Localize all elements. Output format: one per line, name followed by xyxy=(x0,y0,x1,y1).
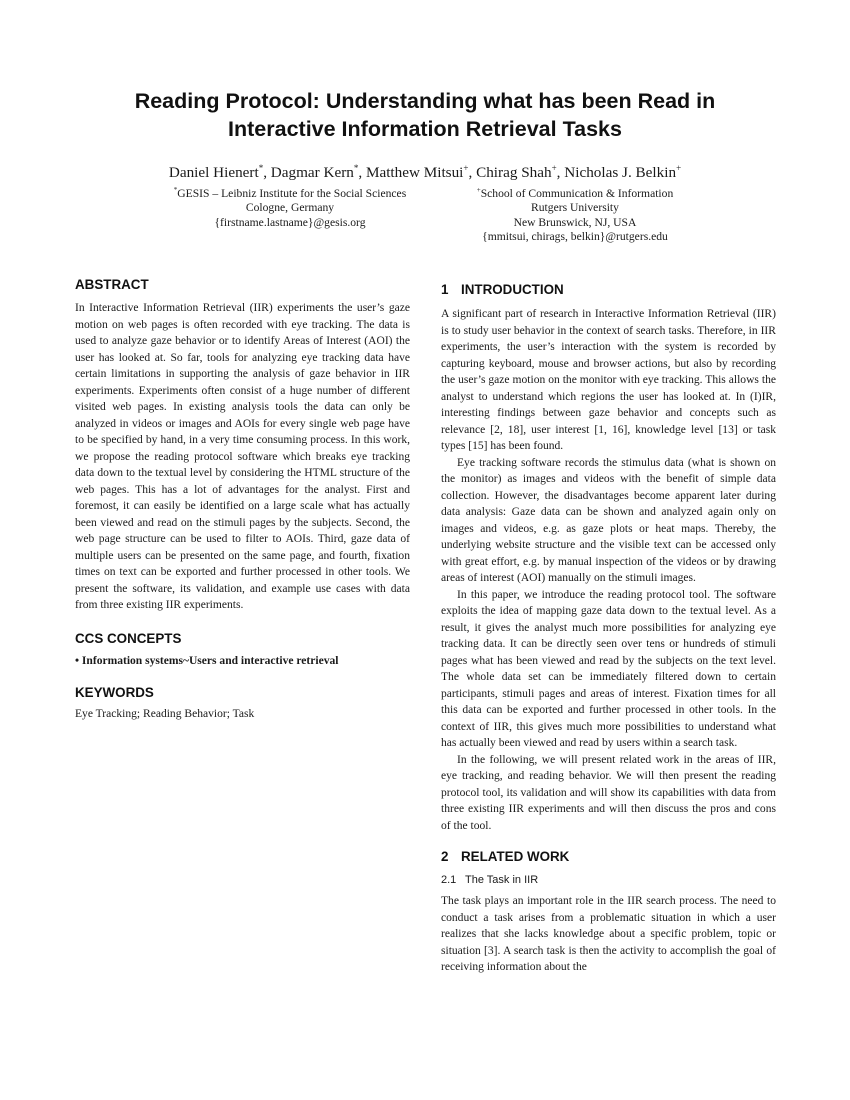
affiliation-gesis: *GESIS – Leibniz Institute for the Social Sciences Cologne, Germany {firstname.lastname}@gesis.org xyxy=(173,186,407,229)
author: Daniel Hienert*, xyxy=(168,163,271,182)
paper-title xyxy=(60,87,790,143)
affiliation-rutgers: +School of Communication & Information Rutgers University New Brunswick, NJ, USA {mmitsui, chirags, belkin}@rutgers.edu xyxy=(476,186,674,244)
author: Matthew Mitsui+, xyxy=(365,163,477,182)
author-list xyxy=(40,158,810,183)
ccs-item: • Information systems~Users and interactive retrieval xyxy=(75,654,339,667)
author: Chirag Shah+, xyxy=(476,163,565,182)
subsection-heading: 2.1 The Task in IIR xyxy=(441,874,539,886)
intro-paragraph: In this paper, we introduce the reading protocol tool. The software exploits the idea of mapping gaze data down to the textual level. As a result, it gives the analyst much more possibilities for analyzing eye tracking data. It can be directly seen over tens or hundreds of stimuli pages what has been viewed and read by the subjects on the text level. The whole data set can be immediately filtered down to certain participants, stimuli pages and areas of interest. Fixation times for all this data can be exported and further processed in other tools. In the context of IIR, this gives much more possibilities to understand what has actually been viewed and read by users within a search task. xyxy=(441,588,777,749)
intro-paragraph: In the following, we will present related work in the areas of IIR, eye tracking, and reading behavior. We will then present the reading protocol tool, its validation and will show its capabilities with data from three existing IIR experiments and will then discuss the pros and cons of the tool. xyxy=(441,753,777,832)
keywords-text: Eye Tracking; Reading Behavior; Task xyxy=(75,708,255,720)
author: Dagmar Kern*, xyxy=(270,163,366,182)
section-heading-introduction: 1 INTRODUCTION xyxy=(441,282,564,297)
related-work-paragraph: The task plays an important role in the IIR search process. The need to conduct a task arises from a problematic situation in which a user realizes that she lacks knowledge about a specific problem, topic or situation [3]. A search task is then the activity to accomplish the goal of receiving information about the xyxy=(441,895,777,973)
title-line-2: Interactive Information Retrieval Tasks xyxy=(228,117,622,141)
abstract-text: In Interactive Information Retrieval (IIR) experiments the user’s gaze motion on web pages is often recorded with eye tracking. The data is used to analyze gaze behavior or to identify Areas of Interest (AOI) the user has looked at. So far, tools for analyzing eye tracking data have certain limitations in supporting the analysis of gaze behavior in IIR experiments. Experiments often consist of a huge number of different visited web pages. In existing analysis tools the data can only be analyzed in videos or images and AOIs for every single web page have to be specified by hand, in a very time consuming process. In this work, we propose the reading protocol software which breaks eye tracking data down to the textual level by considering the HTML structure of the web pages. This has a lot of advantages for the analyst. First and foremost, it can easily be identified on a large scale what has actually been viewed and read on the stimuli pages by the subjects. Second, the web page structure can be used to filter to AOIs. Third, gaze data of multiple users can be presented on the same page, and fourth, fixation times on text can be exported and further processed in other tools. We present the software, its validation, and example use cases with data from three existing IIR experiments. xyxy=(75,302,411,611)
author: Nicholas J. Belkin+ xyxy=(564,163,682,182)
right-column xyxy=(441,282,776,976)
keywords-heading: KEYWORDS xyxy=(75,685,154,700)
ccs-heading: CCS CONCEPTS xyxy=(75,630,182,646)
intro-paragraph: Eye tracking software records the stimulus data (what is shown on the monitor) as images and videos with the benefit of simple data collection. However, the disadvantages become apparent later during data analysis: Gaze data can be shown and analyzed again only on images and videos, e.g. as gaze plots or heat maps. Thereby, the underlying website structure and the visible text can be accessed only with great effort, e.g. by manual inspection of the videos or by drawing areas of interest (AOI) manually on the stimuli images. xyxy=(441,456,777,584)
title-line-1: Reading Protocol: Understanding what has been Read in xyxy=(134,89,716,113)
section-heading-related-work: 2 RELATED WORK xyxy=(441,849,570,864)
left-column xyxy=(75,277,410,723)
intro-paragraph: A significant part of research in Interactive Information Retrieval (IIR) is to study user behavior in the context of search tasks. Therefore, in IIR experiments, the user’s interaction with the system is recorded by capturing keyboard, mouse and browser actions, but also by recording the user’s gaze motion on the monitor with eye tracking. This allows the analyst to understand which regions the user has looked at. In (I)IR, interesting findings between gaze behavior and concepts such as relevance [2, 18], user interest [1, 16], knowledge level [13] or task types [15] has been found. xyxy=(441,308,777,452)
abstract-heading: ABSTRACT xyxy=(75,277,149,292)
